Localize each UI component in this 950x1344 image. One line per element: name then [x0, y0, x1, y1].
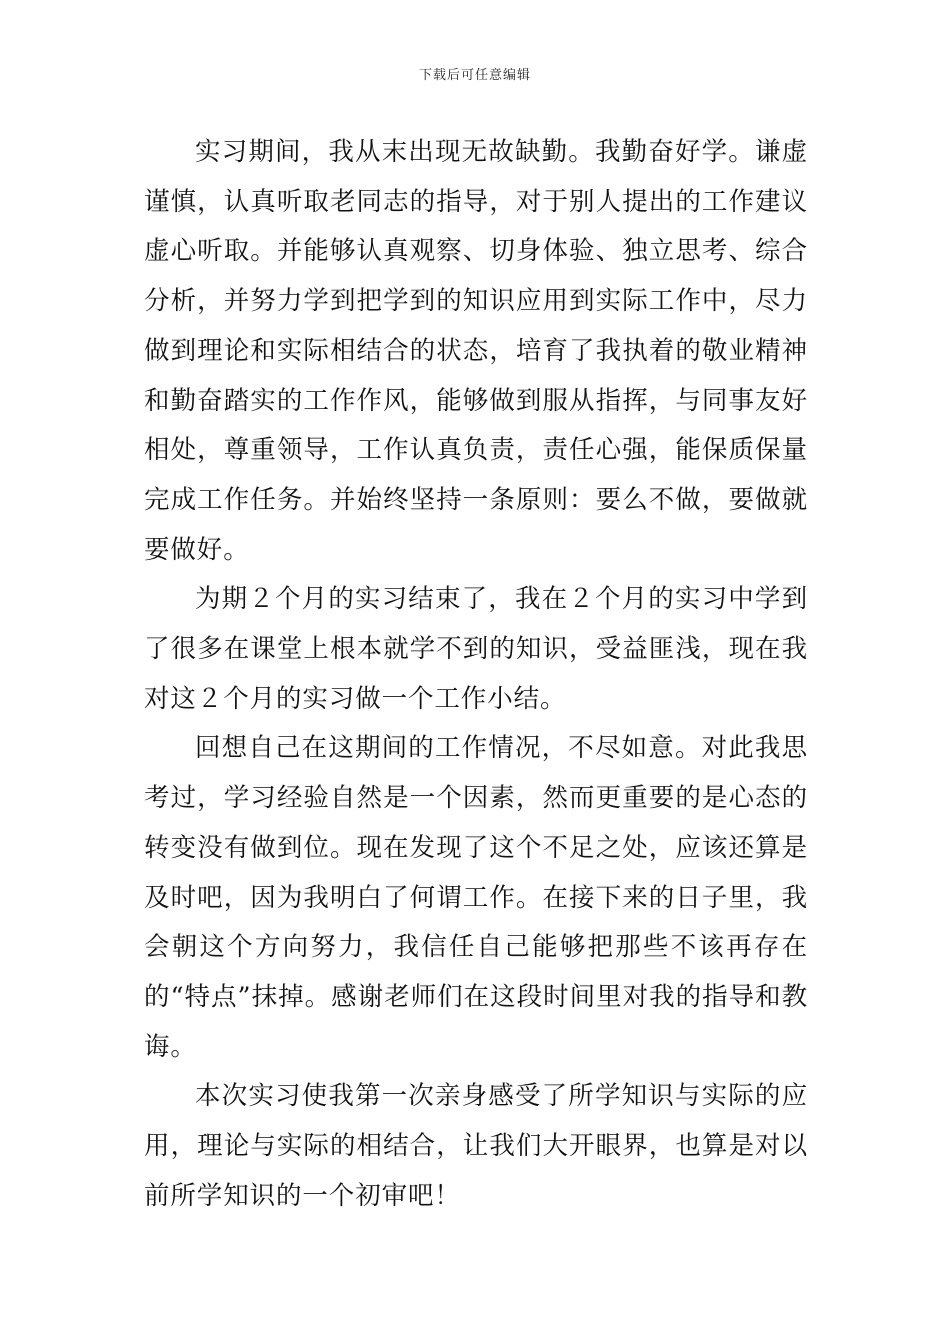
- paragraph-conclusion: 本次实习使我第一次亲身感受了所学知识与实际的应用，理论与实际的相结合，让我们大开眼界，也算是对以前所学知识的一个初审吧！: [144, 1081, 808, 1211]
- document-body: [144, 128, 808, 1221]
- header-note: 下载后可任意编辑: [418, 68, 531, 83]
- paragraph-internship-summary-intro: 为期２个月的实习结束了，我在２个月的实习中学到了很多在课堂上根本就学不到的知识，受益匪浅，现在我对这２个月的实习做一个工作小结。: [144, 584, 808, 714]
- paragraph-internship-attitude: 实习期间，我从末出现无故缺勤。我勤奋好学。谦虚谨慎，认真听取老同志的指导，对于别人提出的工作建议虚心听取。并能够认真观察、切身体验、独立思考、综合分析，并努力学到把学到的知识应用到实际工作中，尽力做到理论和实际相结合的状态，培育了我执着的敬业精神和勤奋踏实的工作作风，能够做到服从指挥，与同事友好相处，尊重领导，工作认真负责，责任心强，能保质保量完成工作任务。并始终坚持一条原则：要么不做，要做就要做好。: [144, 137, 808, 565]
- paragraph-self-reflection: 回想自己在这期间的工作情况，不尽如意。对此我思考过，学习经验自然是一个因素，然而更重要的是心态的转变没有做到位。现在发现了这个不足之处，应该还算是及时吧，因为我明白了何谓工作。在接下来的日子里，我会朝这个方向努力，我信任自己能够把那些不该再存在的“特点”抹掉。感谢老师们在这段时间里对我的指导和教诲。: [144, 733, 808, 1062]
